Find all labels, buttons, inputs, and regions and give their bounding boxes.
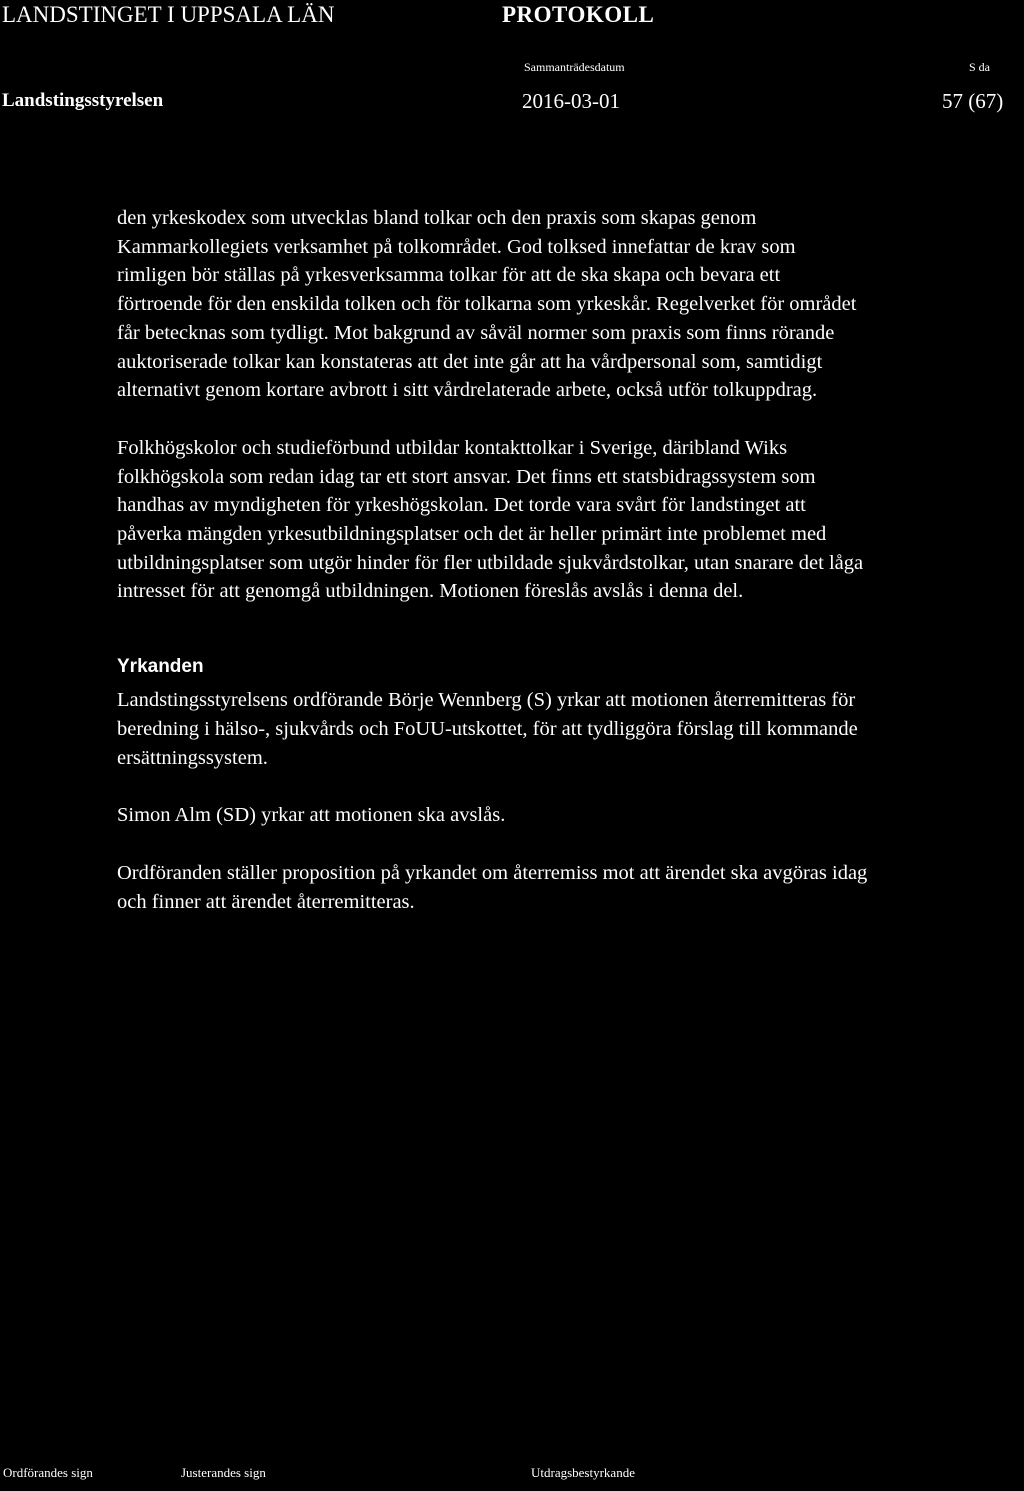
chair-signature-label: Ordförandes sign	[3, 1465, 93, 1480]
paragraph-decision	[117, 859, 1017, 916]
text-line: och finner att ärendet återremitteras.	[117, 890, 415, 913]
page-number: 57 (67)	[942, 89, 1004, 113]
paragraph-chair-motion	[117, 686, 1017, 772]
adjuster-signature-label: Justerandes sign	[181, 1465, 266, 1480]
text-line: Ordföranden ställer proposition på yrkandet om återremiss mot att ärendet ska avgöras idag	[117, 861, 868, 884]
organization-name: LANDSTINGET I UPPSALA LÄN	[2, 2, 335, 27]
governing-body-name: Landstingsstyrelsen	[2, 90, 164, 111]
paragraph-sd-motion	[117, 801, 1017, 830]
section-heading-yrkanden: Yrkanden	[117, 656, 204, 678]
text-line: Landstingsstyrelsens ordförande Börje Wennberg (S) yrkar att motionen återremitteras för	[117, 689, 856, 712]
paragraph-interpreting-ethics	[117, 204, 1017, 405]
text-line: rimligen bör ställas på yrkesverksamma tolkar för att de ska skapa och bevara ett	[117, 264, 781, 287]
text-line: auktoriserade tolkar kan konstateras att det inte går att ha vårdpersonal som, samtidigt	[117, 350, 823, 373]
document-type: PROTOKOLL	[502, 2, 655, 27]
excerpt-certification-label: Utdragsbestyrkande	[531, 1465, 635, 1480]
text-line: utbildningsplatser som utgör hinder för fler utbildade sjukvårdstolkar, utan snarare det låga	[117, 551, 864, 574]
text-line: förtroende för den enskilda tolken och för tolkarna som yrkeskår. Regelverket för området	[117, 293, 857, 316]
text-line: den yrkeskodex som utvecklas bland tolkar och den praxis som skapas genom	[117, 207, 757, 229]
text-line: beredning i hälso-, sjukvårds och FoUU-utskottet, för att tydliggöra förslag till kommande	[117, 717, 858, 740]
text-line: folkhögskola som redan idag tar ett stort ansvar. Det finns ett statsbidragssystem som	[117, 465, 816, 488]
text-line: påverka mängden yrkesutbildningsplatser och det är heller primärt inte problemet med	[117, 523, 827, 546]
text-line: Simon Alm (SD) yrkar att motionen ska avslås.	[117, 804, 506, 827]
paragraph-interpreter-education	[117, 434, 1017, 606]
protocol-body	[117, 204, 1017, 916]
meeting-date-label: Sammanträdesdatum	[524, 60, 625, 74]
text-line: ersättningssystem.	[117, 746, 268, 769]
text-line: alternativt genom kortare avbrott i sitt vårdrelaterade arbete, också utför tolkuppdrag.	[117, 379, 818, 402]
text-line: får betecknas som tydligt. Mot bakgrund av såväl normer som praxis som finns rörande	[117, 321, 835, 344]
meeting-date: 2016-03-01	[522, 89, 620, 113]
text-line: Folkhögskolor och studieförbund utbildar kontakttolkar i Sverige, däribland Wiks	[117, 436, 788, 459]
text-line: handhas av myndigheten för yrkeshögskolan. Det torde vara svårt för landstinget att	[117, 494, 806, 517]
text-line: intresset för att genomgå utbildningen. Motionen föreslås avslås i denna del.	[117, 580, 744, 603]
text-line: Kammarkollegiets verksamhet på tolkområdet. God tolksed innefattar de krav som	[117, 235, 796, 258]
page-label: S da	[969, 60, 990, 74]
